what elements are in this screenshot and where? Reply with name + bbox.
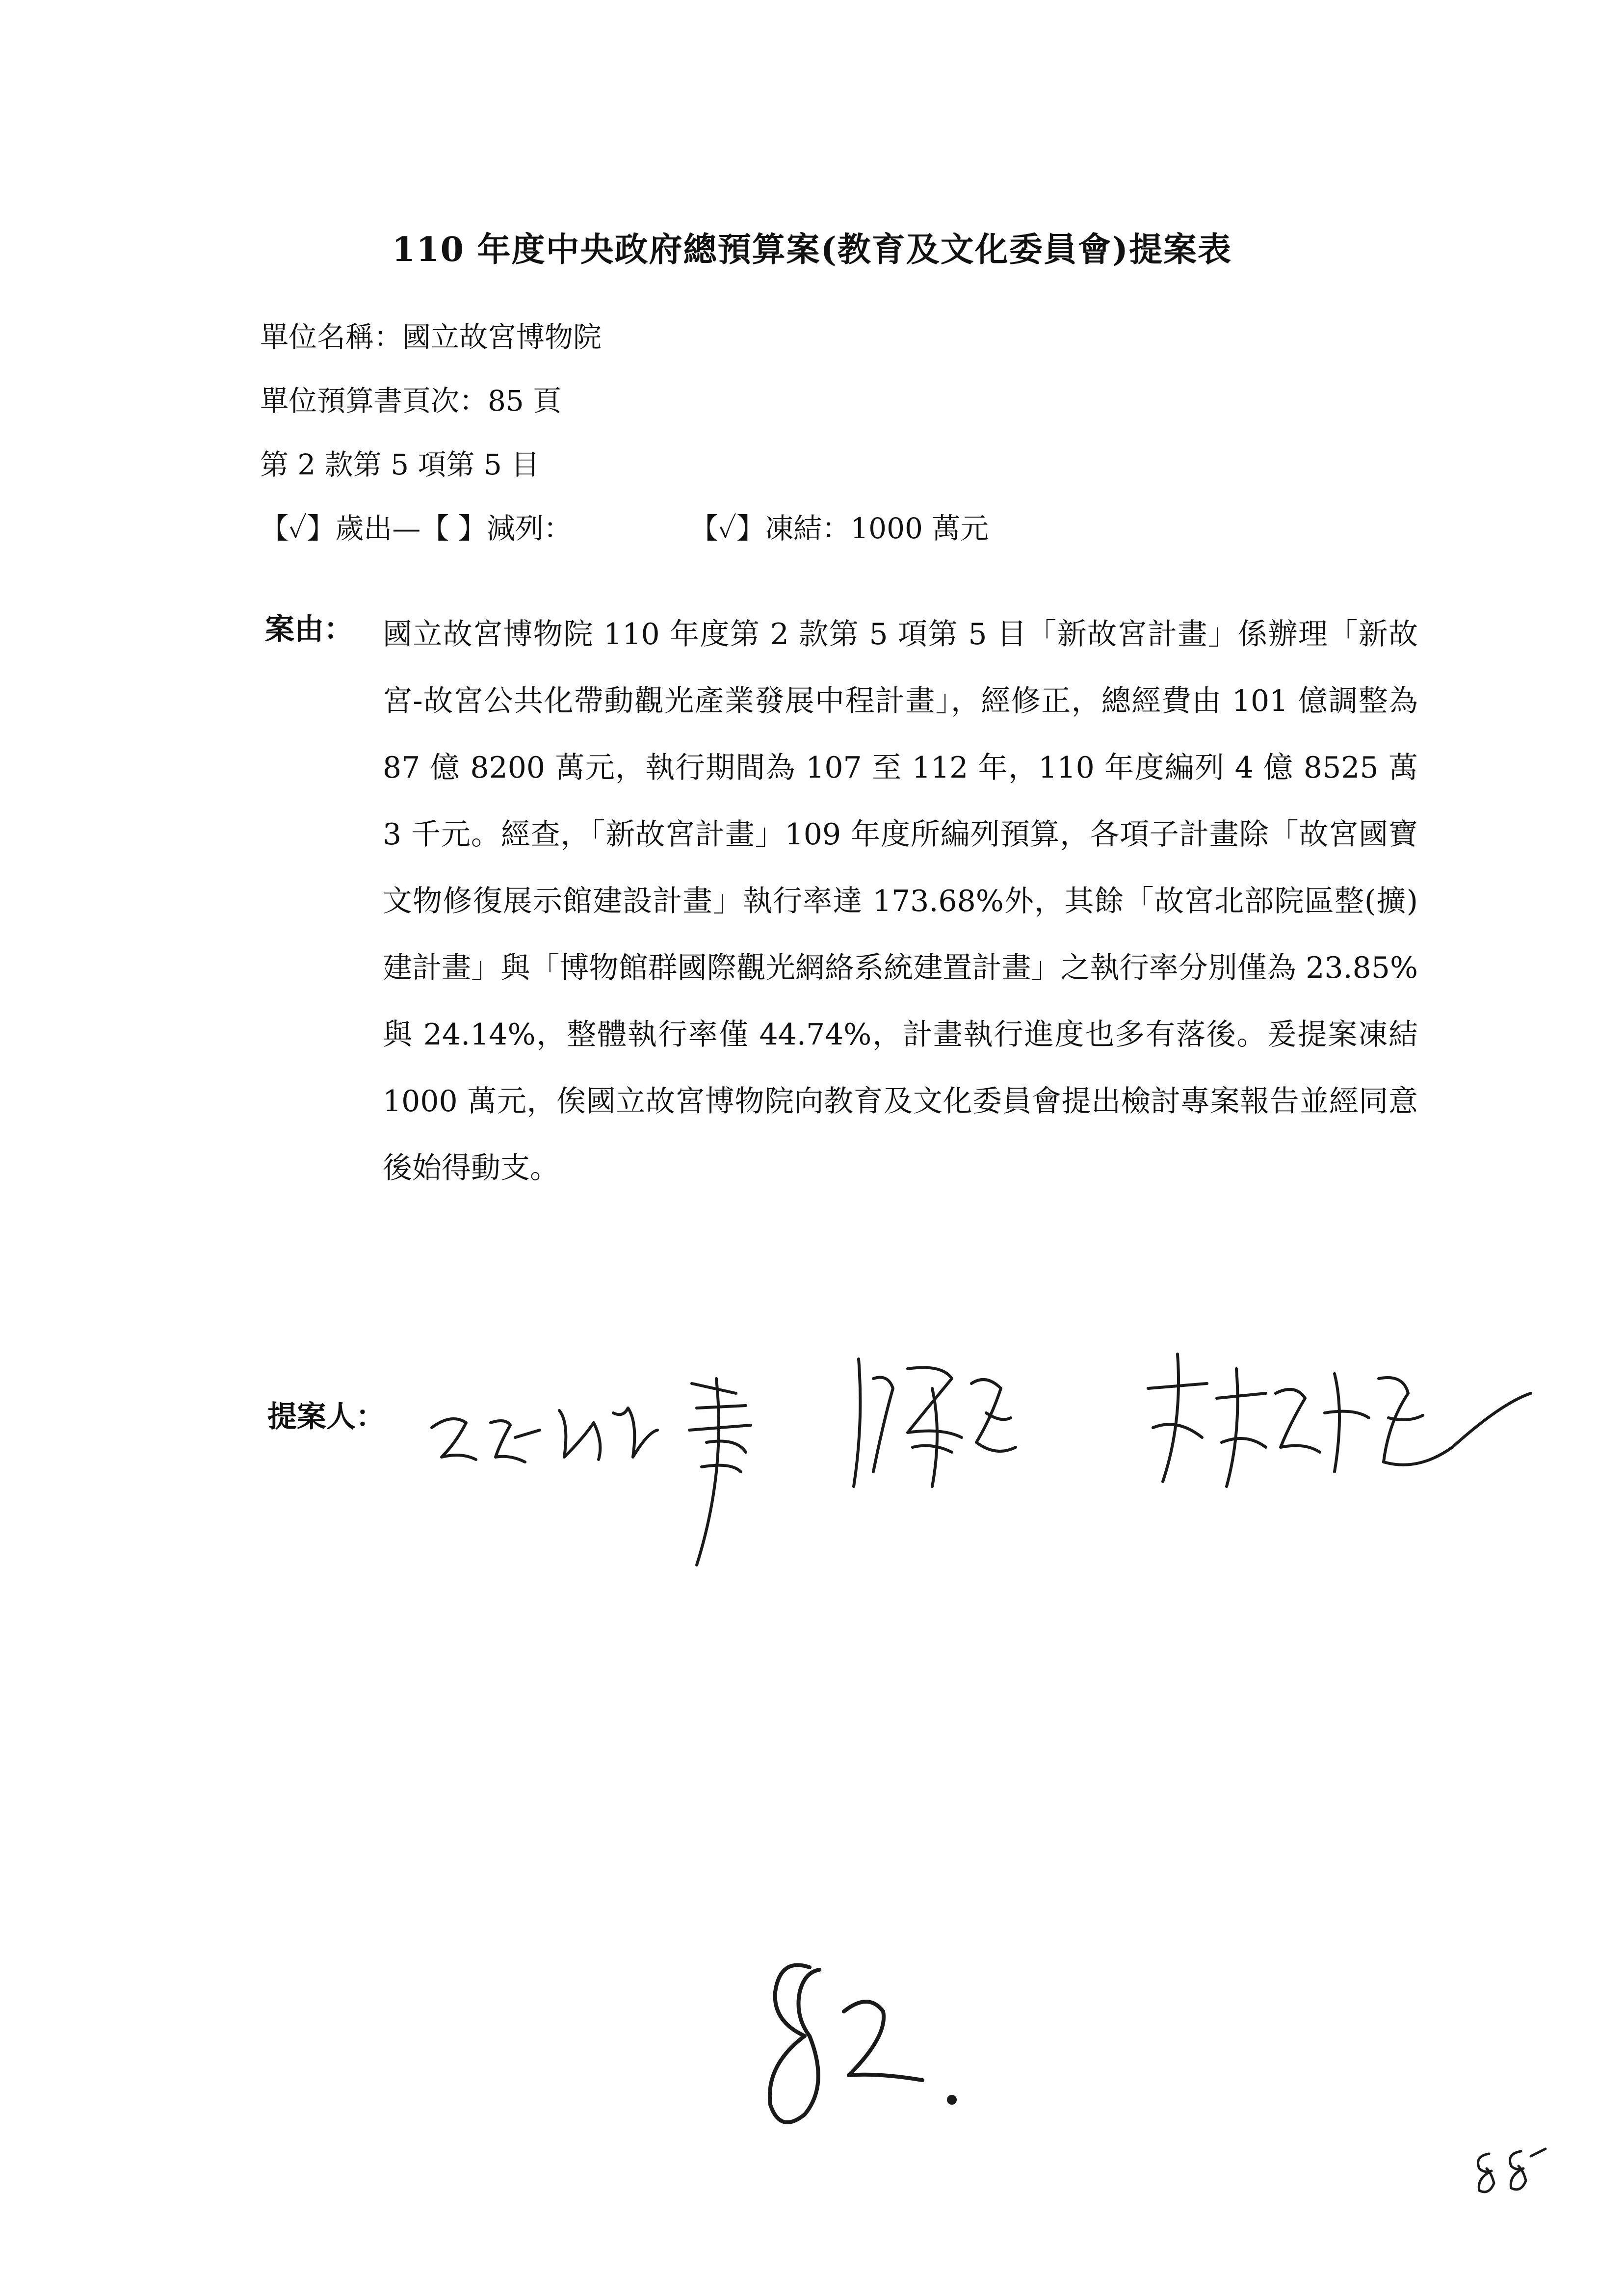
budget-page: 單位預算書頁次：85 頁 (260, 384, 562, 417)
reason-label: 案由： (265, 612, 353, 647)
unit-name: 單位名稱：國立故宮博物院 (260, 320, 602, 354)
freeze-option: 【✓】凍結：1000 萬元 (689, 512, 989, 545)
signature-2 (854, 1359, 1016, 1487)
document-title: 110 年度中央政府總預算案(教育及文化委員會)提案表 (392, 230, 1232, 269)
proposer-label: 提案人： (267, 1400, 385, 1434)
budget-options (260, 505, 989, 547)
expenditure-reduction-option: 【✓】歲出—【 】減列： (260, 512, 572, 545)
handwritten-number (736, 1938, 991, 2144)
proposer-signatures (422, 1325, 1550, 1599)
reason-text: 國立故宮博物院 110 年度第 2 款第 5 項第 5 目「新故宮計畫」係辦理「新故宮-故宮公共化帶動觀光產業發展中程計畫」，經修正，總經費由 101 億調整為 87 億 8200 萬元，執行期間為 107 至 112 年，110 年度編列 4 億 8525 萬 3 千元。經查，「新故宮計畫」109 年度所編列預算，各項子計畫除「故宮國寶文物修復展示館建設計畫」執行率達 173.68%外，其餘「故宮北部院區整(擴)建計畫」與「博物館群國際觀光網絡系統建置計畫」之執行率分別僅為 23.85%與 24.14%，整體執行率僅 44.74%，計畫執行進度也多有落後。爰提案凍結 1000 萬元，俟國立故宮博物院向教育及文化委員會提出檢討專案報告並經同意後始得動支。 (383, 617, 1418, 1185)
handwritten-page-number (1467, 2146, 1550, 2200)
signature-1 (432, 1379, 751, 1565)
budget-section: 第 2 款第 5 項第 5 目 (260, 448, 540, 481)
signature-3 (1148, 1354, 1531, 1487)
